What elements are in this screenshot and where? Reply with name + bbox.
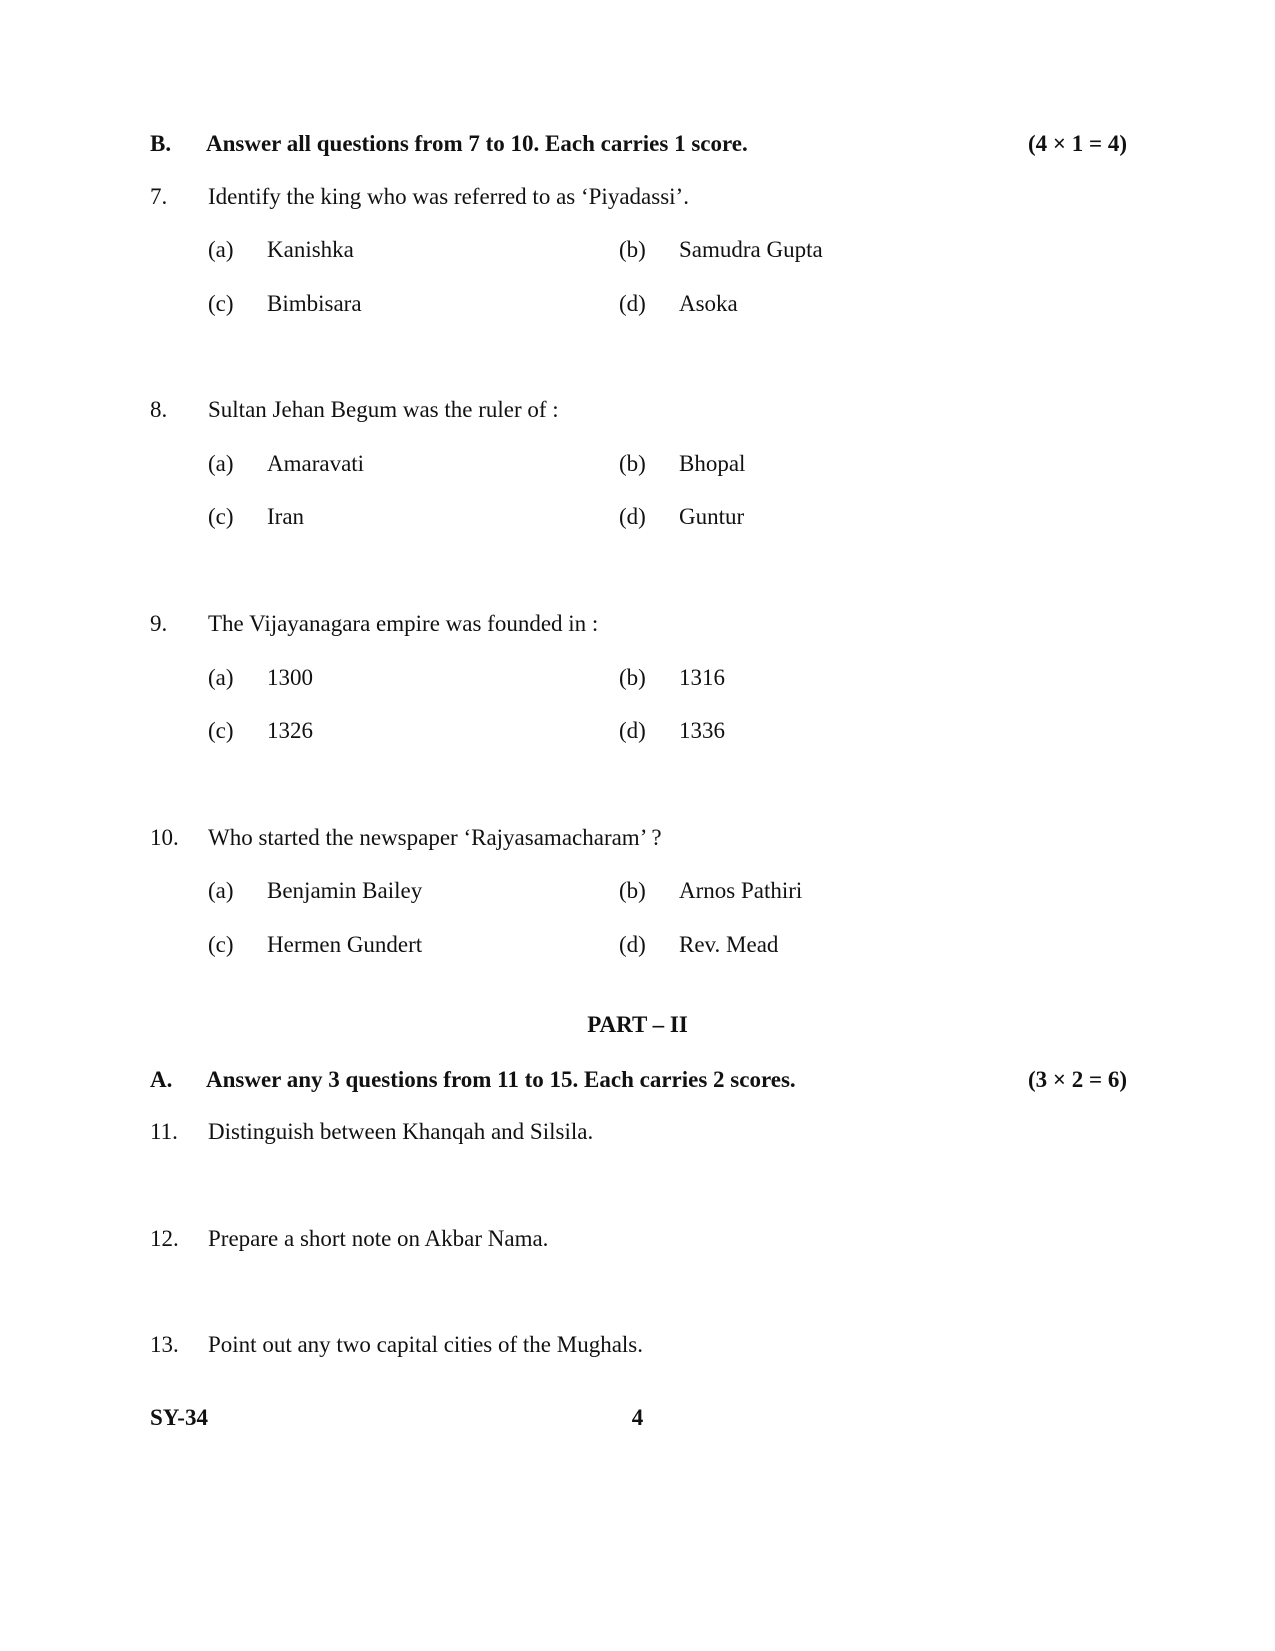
option-label: (b)	[619, 451, 646, 476]
option-text: Iran	[267, 504, 305, 529]
question-text: Distinguish between Khanqah and Silsila.	[208, 1119, 594, 1144]
option-label: (d)	[619, 504, 646, 529]
question-text: Point out any two capital cities of the Mughals.	[208, 1332, 644, 1357]
section-b-instruction: Answer all questions from 7 to 10. Each carries 1 score.	[206, 131, 748, 156]
option-text: 1300	[267, 665, 313, 690]
option-text: Samudra Gupta	[679, 237, 823, 262]
question-number: 13.	[150, 1332, 179, 1357]
page-number: 4	[631, 1405, 644, 1430]
option-text: Bhopal	[679, 451, 746, 476]
option-text: Rev. Mead	[679, 932, 779, 957]
option-label: (d)	[619, 718, 646, 743]
option-label: (d)	[619, 932, 646, 957]
option-label: (a)	[208, 665, 234, 690]
question-text: Who started the newspaper ‘Rajyasamacharam’ ?	[208, 825, 662, 850]
question-text: The Vijayanagara empire was founded in :	[208, 611, 599, 636]
question-text: Identify the king who was referred to as ‘Piyadassi’.	[208, 184, 689, 209]
option-label: (b)	[619, 878, 646, 903]
option-label: (d)	[619, 291, 646, 316]
section-a-letter: A.	[150, 1067, 173, 1092]
option-label: (c)	[208, 291, 234, 316]
option-text: Amaravati	[267, 451, 365, 476]
option-label: (a)	[208, 451, 234, 476]
option-label: (b)	[619, 237, 646, 262]
option-text: Arnos Pathiri	[679, 878, 803, 903]
option-text: Bimbisara	[267, 291, 362, 316]
section-a-instruction: Answer any 3 questions from 11 to 15. Each carries 2 scores.	[206, 1067, 796, 1092]
option-text: Benjamin Bailey	[267, 878, 423, 903]
option-label: (a)	[208, 237, 234, 262]
option-text: 1316	[679, 665, 725, 690]
question-text: Prepare a short note on Akbar Nama.	[208, 1226, 549, 1251]
option-label: (c)	[208, 932, 234, 957]
section-b-letter: B.	[150, 131, 172, 156]
question-number: 10.	[150, 825, 179, 850]
question-number: 8.	[150, 397, 168, 422]
option-label: (c)	[208, 504, 234, 529]
option-text: Kanishka	[267, 237, 354, 262]
option-label: (b)	[619, 665, 646, 690]
option-text: Guntur	[679, 504, 745, 529]
question-text: Sultan Jehan Begum was the ruler of :	[208, 397, 559, 422]
option-label: (c)	[208, 718, 234, 743]
option-text: Asoka	[679, 291, 738, 316]
option-label: (a)	[208, 878, 234, 903]
option-text: 1326	[267, 718, 313, 743]
option-text: Hermen Gundert	[267, 932, 423, 957]
paper-code: SY-34	[150, 1405, 208, 1430]
part-title: PART – II	[587, 1012, 688, 1037]
question-number: 12.	[150, 1226, 179, 1251]
question-number: 7.	[150, 184, 168, 209]
section-a-marks: (3 × 2 = 6)	[1027, 1067, 1127, 1092]
question-number: 9.	[150, 611, 168, 636]
question-number: 11.	[150, 1119, 178, 1144]
section-b-marks: (4 × 1 = 4)	[1027, 131, 1127, 156]
option-text: 1336	[679, 718, 725, 743]
